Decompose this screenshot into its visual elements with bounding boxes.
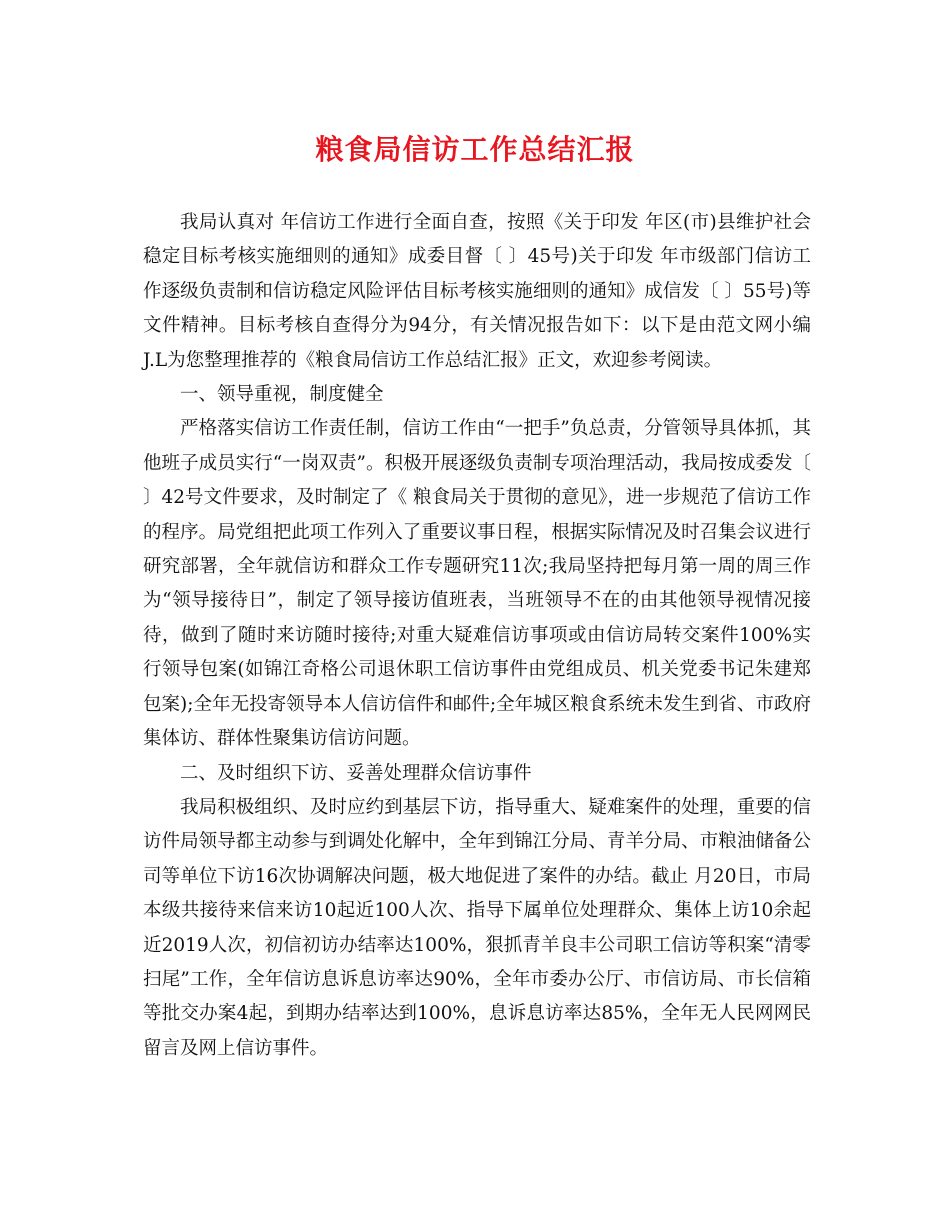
section-heading-2: 二、及时组织下访、妥善处理群众信访事件 <box>180 762 532 784</box>
paragraph-intro: 我局认真对 年信访工作进行全面自查，按照《关于印发 年区(市)县维护社会稳定目标考核实施细则的通知》成委目督〔 〕45号)关于印发 年市级部门信访工作逐级负责制和信访稳定风险评估目标考核实施细则的通知》成信发〔 〕55号)等文件精神。目标考核自查得分为94分，有关情况报告如下：以下是由范文网小编J.L为您整理推荐的《粮食局信访工作总结汇报》正文，欢迎参考阅读。 <box>143 212 811 371</box>
section-heading-1: 一、领导重视，制度健全 <box>180 384 384 406</box>
paragraph-section-1: 严格落实信访工作责任制，信访工作由“一把手”负总责，分管领导具体抓，其他班子成员实行“一岗双责”。积极开展逐级负责制专项治理活动，我局按成委发〔 〕42号文件要求，及时制定了《 粮食局关于贯彻的意见》，进一步规范了信访工作的程序。局党组把此项工作列入了重要议事日程，根据实际情况及时召集会议进行研究部署，全年就信访和群众工作专题研究11次;我局坚持把每月第一周的周三作为“领导接待日”，制定了领导接访值班表，当班领导不在的由其他领导视情况接待，做到了随时来访随时接待;对重大疑难信访事项或由信访局转交案件100%实行领导包案(如锦江奇格公司退休职工信访事件由党组成员、机关党委书记朱建郑包案);全年无投寄领导本人信访信件和邮件;全年城区粮食系统未发生到省、市政府集体访、群体性聚集访信访问题。 <box>143 418 811 750</box>
paragraph-section-2: 我局积极组织、及时应约到基层下访，指导重大、疑难案件的处理，重要的信访件局领导都主动参与到调处化解中，全年到锦江分局、青羊分局、市粮油储备公司等单位下访16次协调解决问题，极大地促进了案件的办结。截止 月20日，市局本级共接待来信来访10起近100人次、指导下属单位处理群众、集体上访10余起近2019人次，初信初访办结率达100%，狠抓青羊良丰公司职工信访等积案“清零扫尾”工作，全年信访息诉息访率达90%，全年市委办公厅、市信访局、市长信箱等批交办案4起，到期办结率达到100%，息诉息访率达85%，全年无人民网网民留言及网上信访事件。 <box>143 796 811 1059</box>
document-title: 粮食局信访工作总结汇报 <box>315 133 635 166</box>
document-body <box>143 206 811 1066</box>
